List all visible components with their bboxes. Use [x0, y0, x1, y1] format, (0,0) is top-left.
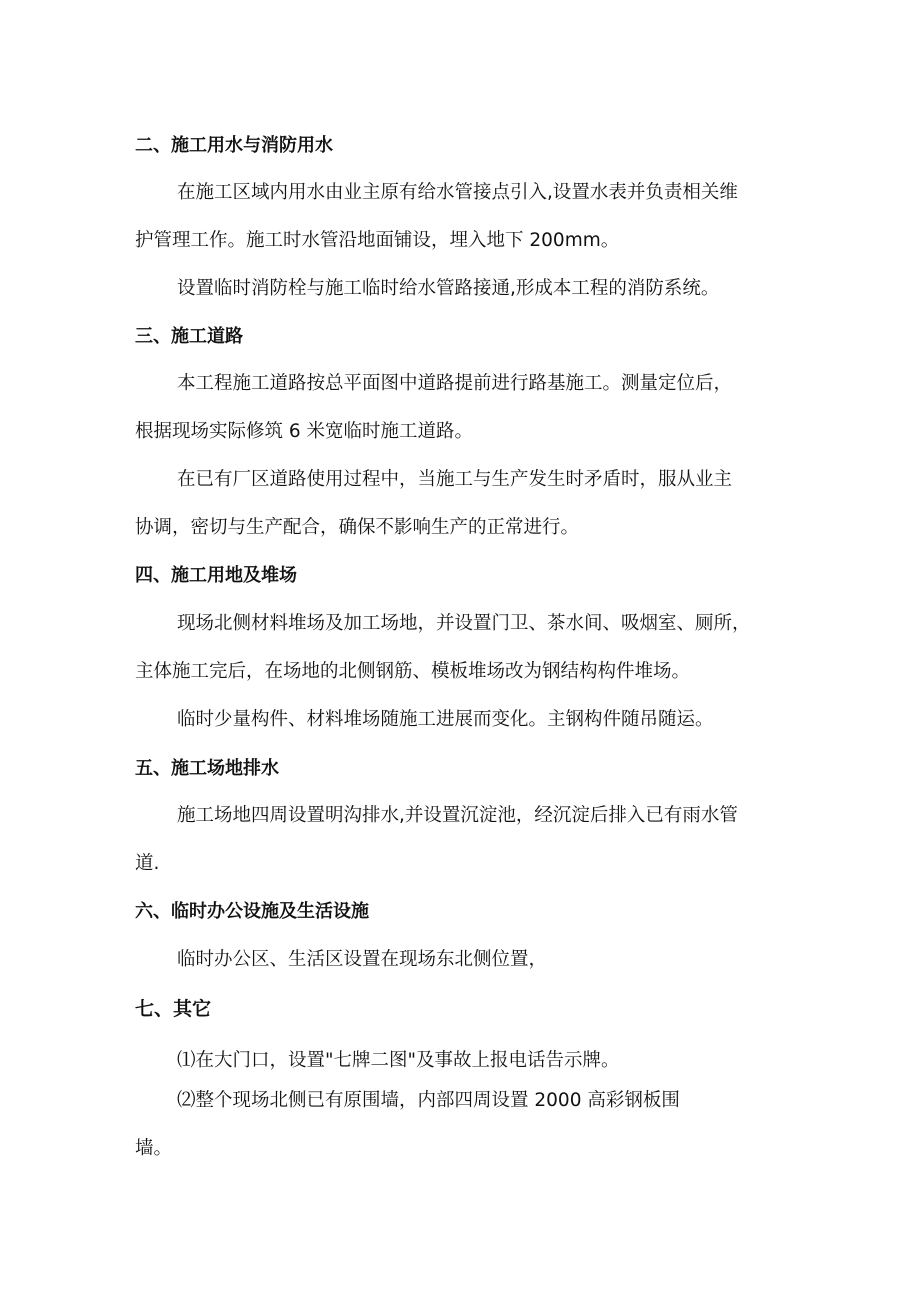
paragraph-line: 现场北侧材料堆场及加工场地，并设置门卫、茶水间、吸烟室、厕所，	[177, 613, 751, 634]
paragraph-line: 施工场地四周设置明沟排水,并设置沉淀池，经沉淀后排入已有雨水管	[177, 805, 738, 826]
paragraph-line: 设置临时消防栓与施工临时给水管路接通,形成本工程的消防系统。	[177, 278, 720, 299]
paragraph-line: 护管理工作。施工时水管沿地面铺设，埋入地下 200mm。	[135, 230, 620, 251]
section-heading-water: 二、施工用水与消防用水	[135, 135, 333, 156]
paragraph-line: 临时办公区、生活区设置在现场东北侧位置，	[177, 949, 548, 970]
paragraph-line: 道.	[135, 853, 160, 874]
list-item: ⑴在大门口，设置"七牌二图"及事故上报电话告示牌。	[177, 1050, 620, 1071]
paragraph-line: 协调，密切与生产配合，确保不影响生产的正常进行。	[135, 517, 580, 538]
paragraph-line: 在已有厂区道路使用过程中，当施工与生产发生时矛盾时，服从业主	[177, 469, 733, 490]
paragraph-line: 根据现场实际修筑 6 米宽临时施工道路。	[135, 421, 474, 442]
paragraph-line: 主体施工完后，在场地的北侧钢筋、模板堆场改为钢结构构件堆场。	[135, 661, 691, 682]
paragraph-line: 临时少量构件、材料堆场随施工进展而变化。主钢构件随吊随运。	[177, 709, 714, 730]
section-heading-road: 三、施工道路	[135, 326, 243, 347]
paragraph-line: 在施工区域内用水由业主原有给水管接点引入,设置水表并负责相关维	[177, 182, 738, 203]
section-heading-site: 四、施工用地及堆场	[135, 565, 297, 586]
section-heading-other: 七、其它	[135, 998, 212, 1020]
section-heading-office: 六、临时办公设施及生活设施	[135, 901, 369, 922]
list-item: ⑵整个现场北侧已有原围墙，内部四周设置 2000 高彩钢板围	[177, 1090, 680, 1111]
paragraph-line: 墙。	[135, 1138, 173, 1159]
paragraph-line: 本工程施工道路按总平面图中道路提前进行路基施工。测量定位后，	[177, 373, 733, 394]
section-heading-drainage: 五、施工场地排水	[135, 758, 279, 779]
